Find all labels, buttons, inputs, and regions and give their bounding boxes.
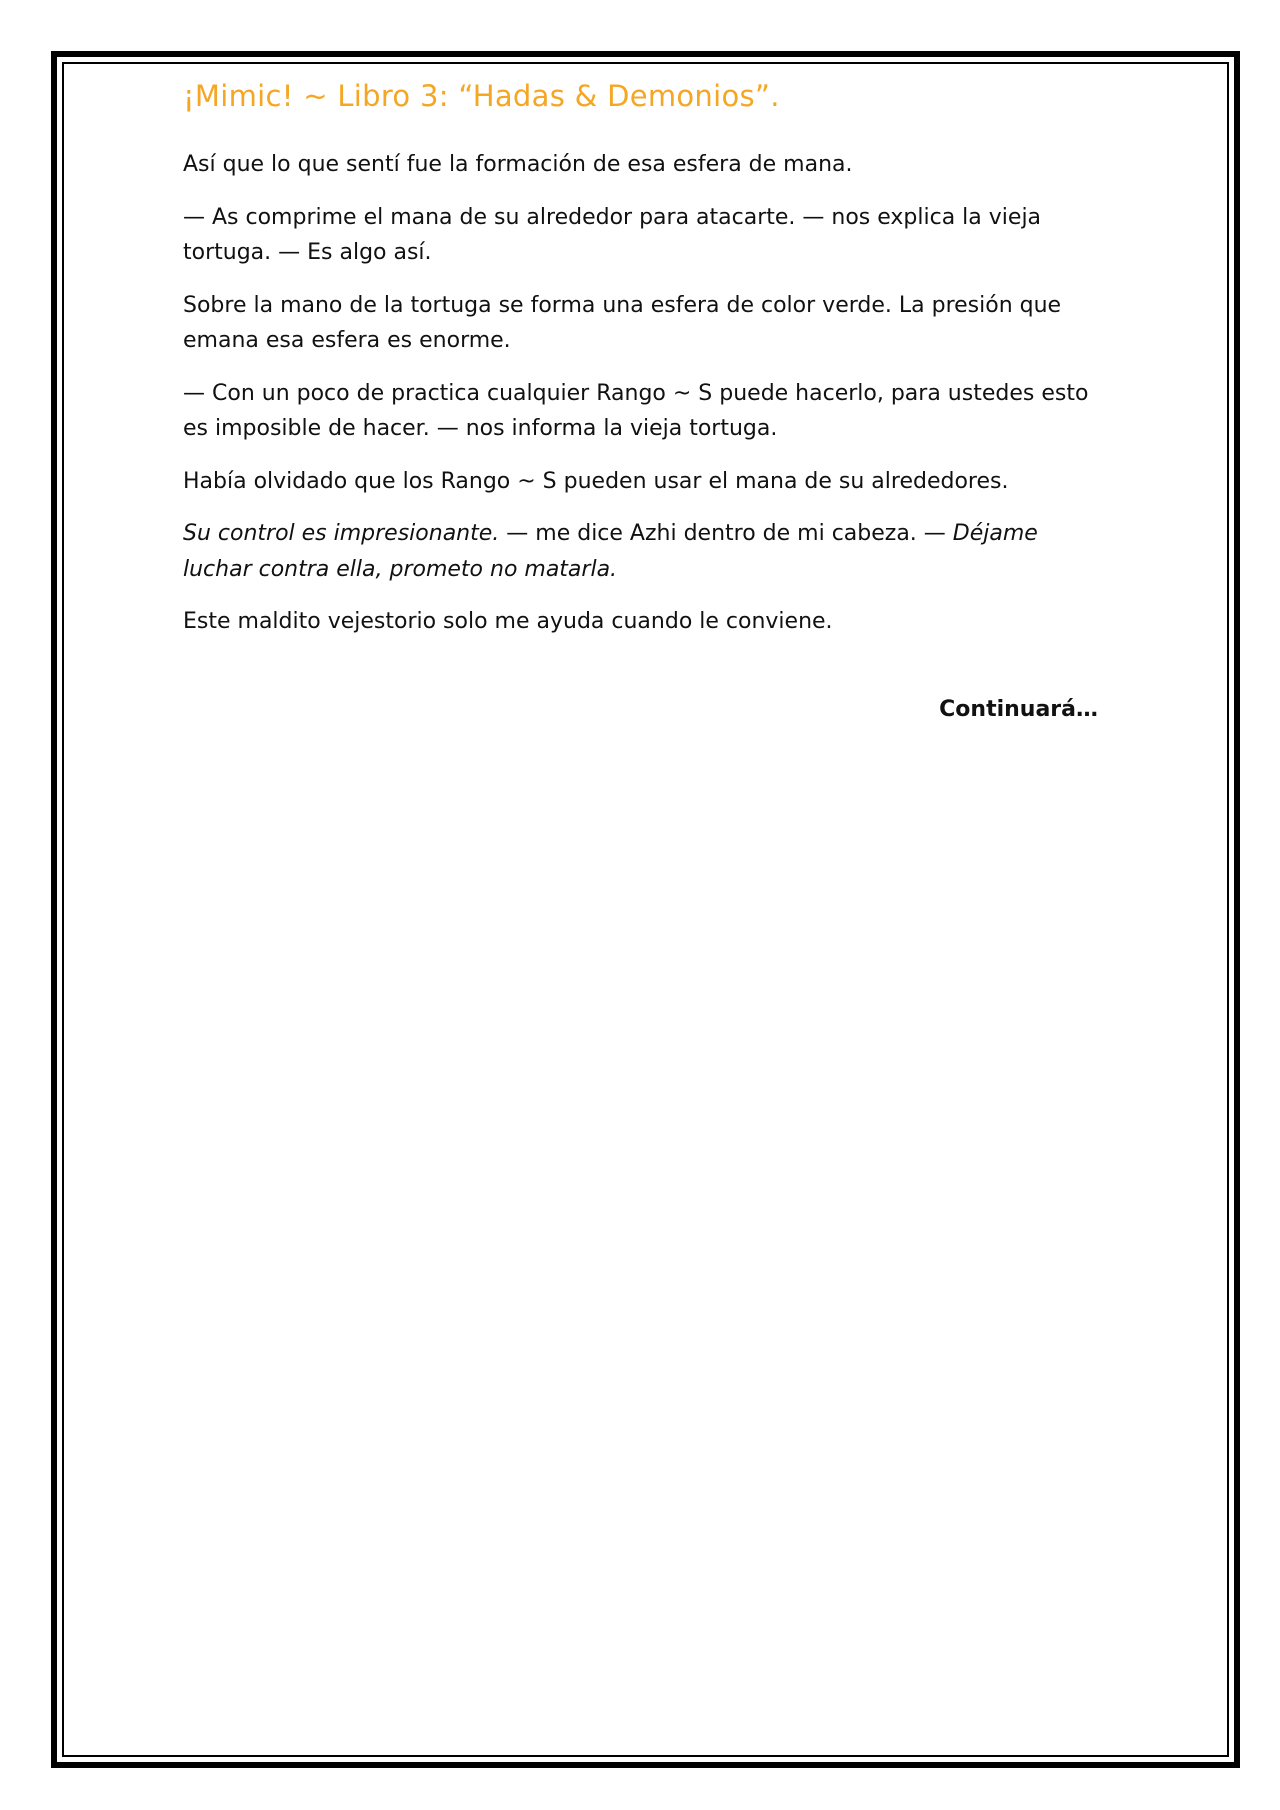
paragraph-3: Sobre la mano de la tortuga se forma una esfera de color verde. La presión que emana esa esfera es enorme. xyxy=(183,292,1062,353)
paragraph-5: Había olvidado que los Rango ~ S pueden usar el mana de su alrededores. xyxy=(183,468,1009,494)
page-content xyxy=(183,74,1098,727)
book-header-title: ¡Mimic! ~ Libro 3: “Hadas & Demonios”. xyxy=(183,79,780,113)
paragraph-2: — As comprime el mana de su alrededor para atacarte. — nos explica la vieja tortuga. — Es algo así. xyxy=(183,204,1042,265)
paragraph-6 xyxy=(183,516,1098,587)
thought-text-2: Déjame luchar contra ella, prometo no matarla. xyxy=(183,521,1038,582)
paragraph-1: Así que lo que sentí fue la formación de esa esfera de mana. xyxy=(183,152,853,177)
paragraph-4: — Con un poco de practica cualquier Rango ~ S puede hacerlo, para ustedes esto es imposible de hacer. — nos informa la vieja tortuga. xyxy=(183,380,1089,441)
narration-text: — me dice Azhi dentro de mi cabeza. — xyxy=(499,521,953,546)
paragraph-7: Este maldito vejestorio solo me ayuda cuando le conviene. xyxy=(183,609,833,634)
thought-text-1: Su control es impresionante. xyxy=(183,521,500,546)
continued-signoff: Continuará… xyxy=(939,696,1098,722)
